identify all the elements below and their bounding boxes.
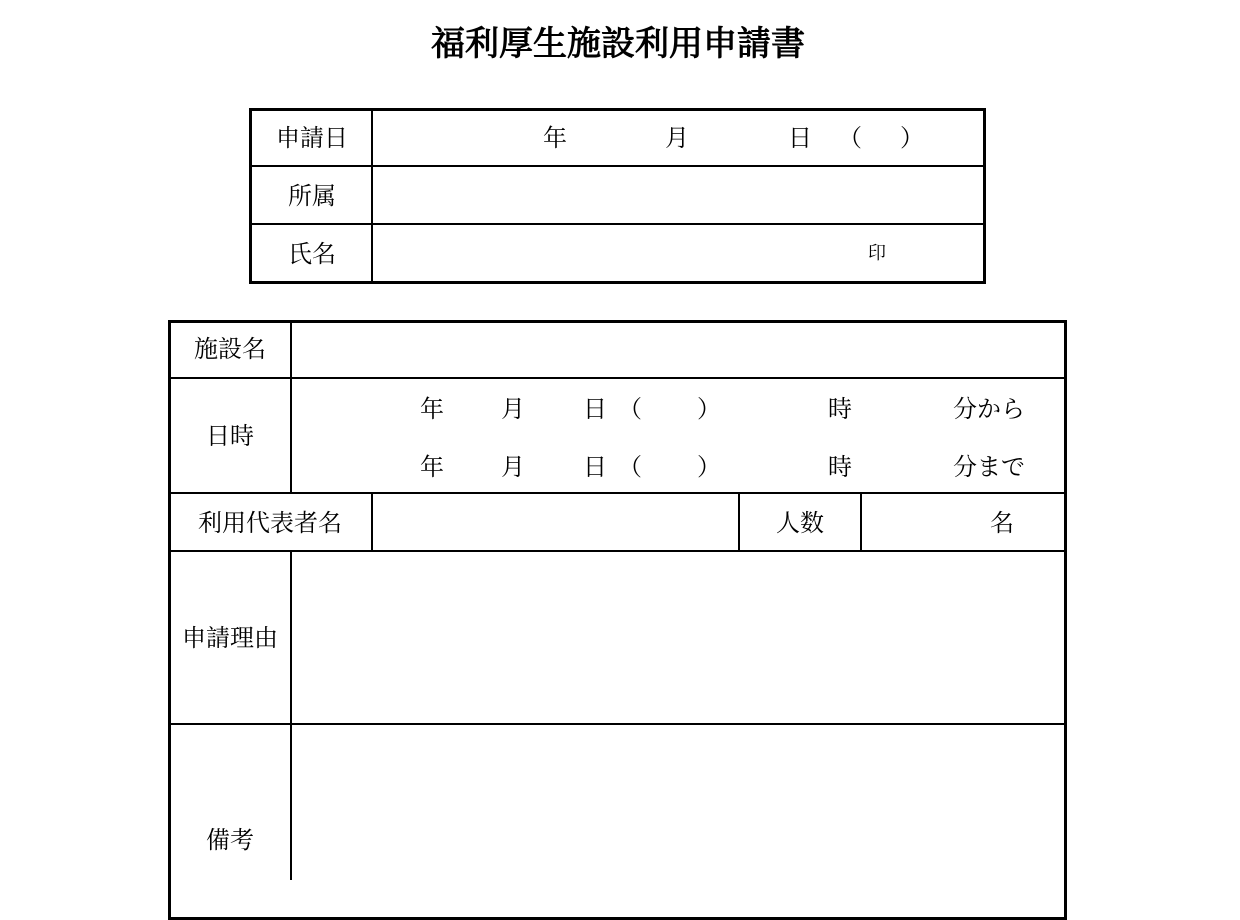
close-paren: ） [697,395,721,423]
date-label: 申請日 [276,124,348,152]
department-label: 所属 [288,182,336,210]
remarks-field[interactable] [292,725,1064,876]
open-paren: （ [618,453,642,481]
reason-label: 申請理由 [182,624,278,652]
count-unit: 名 [990,509,1014,537]
month-unit: 月 [501,453,525,481]
seal-mark: 印 [868,243,886,264]
month-unit: 月 [501,395,525,423]
day-unit: 日 [583,453,607,481]
divider [738,492,740,551]
facility-name-label: 施設名 [194,335,266,363]
divider [168,377,1067,379]
application-date-field[interactable] [373,111,983,165]
facility-name-field[interactable] [292,323,1064,377]
minute-from: 分から [953,395,1025,423]
month-unit: 月 [665,124,689,152]
year-unit: 年 [420,453,444,481]
close-paren: ） [900,124,924,152]
representative-field[interactable] [373,494,738,550]
day-unit: 日 [583,395,607,423]
open-paren: （ [838,124,862,152]
hour-unit: 時 [828,453,852,481]
year-unit: 年 [420,395,444,423]
datetime-label: 日時 [206,422,254,450]
close-paren: ） [697,453,721,481]
department-field[interactable] [373,167,983,223]
representative-label: 利用代表者名 [198,509,342,537]
day-unit: 日 [788,124,812,152]
count-label: 人数 [776,509,824,537]
count-field[interactable] [862,494,1064,550]
minute-to: 分まで [953,453,1025,481]
name-field[interactable] [373,225,983,281]
open-paren: （ [618,395,642,423]
page-title: 福利厚生施設利用申請書 [431,24,805,64]
year-unit: 年 [543,124,567,152]
name-label: 氏名 [288,240,336,268]
remarks-label: 備考 [206,826,254,854]
reason-field[interactable] [292,552,1064,723]
hour-unit: 時 [828,395,852,423]
